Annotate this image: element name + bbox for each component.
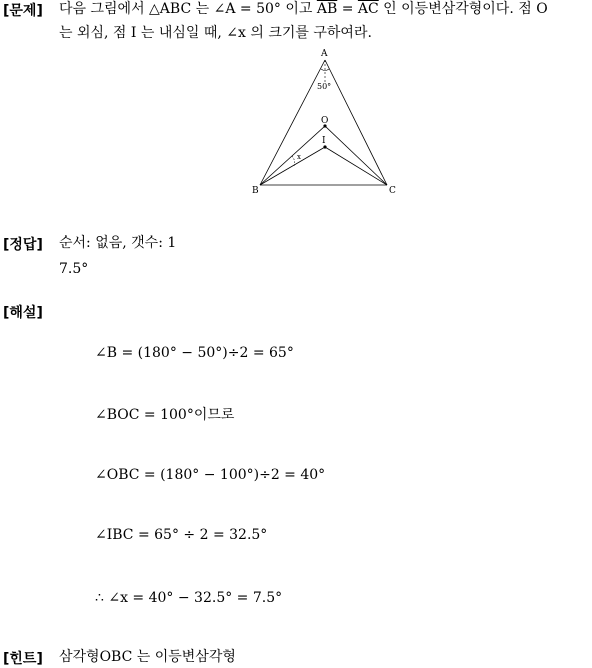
problem-line-1-post: 인 이등변삼각형이다. 점 O bbox=[378, 1, 548, 17]
problem-line-1-eq: = bbox=[337, 1, 358, 17]
problem-tag: [문제] bbox=[3, 3, 43, 19]
answer-meta: 순서: 없음, 갯수: 1 bbox=[59, 235, 177, 251]
segment-ac: $\overline{AC}$ bbox=[357, 1, 379, 17]
problem-line-1-pre: 다음 그림에서 △ABC 는 ∠A = 50° 이고 bbox=[59, 1, 317, 17]
segment-oc bbox=[325, 126, 387, 185]
angle-arc-x bbox=[292, 156, 295, 166]
explanation-step-4: ∠IBC = 65° ÷ 2 = 32.5° bbox=[95, 527, 268, 543]
hint-tag: [힌트] bbox=[3, 651, 43, 667]
label-angle-a: 50° bbox=[317, 82, 332, 91]
label-b: B bbox=[252, 186, 259, 196]
explanation-step-2: ∠BOC = 100°이므로 bbox=[95, 407, 235, 423]
explanation-step-5: ∴ ∠x = 40° − 32.5° = 7.5° bbox=[95, 590, 283, 606]
triangle-figure bbox=[250, 44, 400, 199]
problem-line-1 bbox=[59, 0, 548, 18]
explanation-step-1: ∠B = (180° − 50°)÷2 = 65° bbox=[95, 345, 294, 361]
label-a: A bbox=[321, 49, 328, 59]
problem-line-2: 는 외심, 점 I 는 내심일 때, ∠x 의 크기를 구하여라. bbox=[59, 25, 372, 41]
explanation-tag: [해설] bbox=[3, 305, 43, 321]
segment-ab: $\overline{AB}$ bbox=[316, 1, 338, 17]
answer-tag: [정답] bbox=[3, 237, 43, 253]
label-x: x bbox=[297, 153, 301, 161]
label-i: I bbox=[322, 136, 326, 146]
segment-ob bbox=[260, 126, 325, 185]
label-o: O bbox=[321, 116, 329, 126]
label-c: C bbox=[389, 186, 396, 196]
answer-value: 7.5° bbox=[59, 261, 89, 277]
hint-text: 삼각형OBC 는 이등변삼각형 bbox=[59, 649, 236, 665]
explanation-step-3: ∠OBC = (180° − 100°)÷2 = 40° bbox=[95, 467, 326, 483]
